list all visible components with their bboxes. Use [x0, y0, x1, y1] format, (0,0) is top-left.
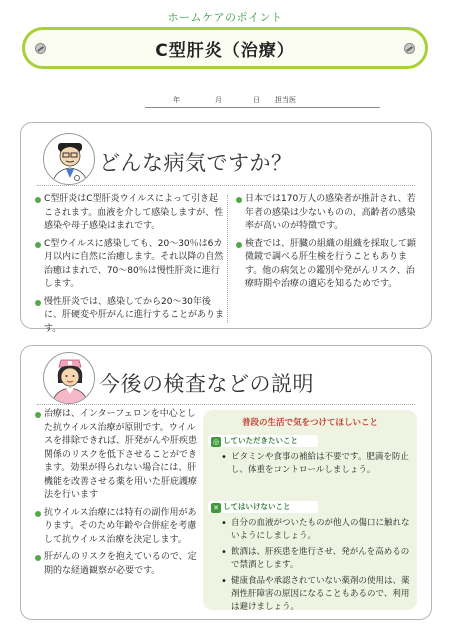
disease-list-right	[236, 193, 419, 296]
do-list	[221, 451, 411, 480]
list-item: 検査では、肝臓の組織の組織を採取して顕微鏡で調べる肝生検を行うこともあります。他の病気との鑑別や発がんリスク、治療時期や治療の適応を知るためです。	[236, 238, 419, 292]
list-item: C型ウイルスに感染しても、20〜30％は6カ月以内に自然に治癒します。それ以降の自然治癒はまれで、70〜80％は慢性肝炎に進行します。	[35, 238, 225, 292]
do-label: していただきたいこと	[223, 436, 298, 445]
month-label: 月	[215, 96, 222, 104]
divider	[37, 185, 415, 186]
list-item: • 飲酒は、肝疾患を進行させ、発がんを高めるので禁酒とします。	[221, 546, 411, 572]
screw-icon	[404, 43, 415, 54]
day-label: 日	[253, 96, 260, 104]
dont-label: してはいけないこと	[223, 502, 291, 511]
list-item: 日本では170万人の感染者が推計され、若年者の感染は少ないものの、高齢者の感染率が高いのが特徴です。	[236, 193, 419, 234]
year-label: 年	[173, 96, 180, 104]
do-header	[208, 435, 318, 447]
screw-icon	[35, 43, 46, 54]
doctor-icon	[43, 133, 95, 185]
kicker-label: ホームケアのポイント	[167, 11, 283, 24]
section-heading: どんな病気ですか？	[99, 151, 293, 175]
disease-list-left	[35, 193, 225, 340]
exam-list	[35, 408, 201, 582]
panel-title: 普段の生活で気をつけてほしいこと	[241, 418, 378, 428]
doctor-label: 担当医	[275, 96, 296, 104]
exam-info-card	[20, 345, 432, 620]
list-item: 抗ウイルス治療には特有の副作用があります。そのため年齢や合併症を考慮して抗ウイルス治療を決定します。	[35, 507, 201, 548]
daily-life-panel	[203, 410, 417, 610]
nurse-icon	[43, 352, 95, 404]
page-title: C型肝炎（治療）	[155, 40, 295, 61]
title-banner	[22, 27, 428, 69]
list-item: • 健康食品や承認されていない薬剤の使用は、薬剤性肝障害の原因になることもあるので、利用は避けましょう。	[221, 575, 411, 614]
section-heading: 今後の検査などの説明	[99, 372, 314, 396]
list-item: • 自分の血液がついたものが他人の傷口に触れないようにしましょう。	[221, 517, 411, 543]
dont-list	[221, 517, 411, 617]
list-item: • ビタミンや食事の補給は不要です。肥満を防止し、体重をコントロールしましょう。	[221, 451, 411, 477]
list-item: 慢性肝炎では、感染してから20〜30年後に、肝硬変や肝がんに進行することがあります。	[35, 296, 225, 337]
column-divider	[227, 195, 228, 323]
dont-header	[208, 501, 318, 513]
divider	[37, 404, 415, 405]
list-item: 治療は、インターフェロンを中心とした抗ウイルス治療が原則です。ウイルスを排除できれば、肝発がんや肝疾患関係のリスクを低下させることができます。効果が得られない場合には、肝機能を改善させる薬を用いた肝庇護療法を行います	[35, 408, 201, 503]
double-circle-icon: ◎	[212, 438, 220, 446]
date-doctor-line	[145, 92, 380, 108]
list-item: C型肝炎はC型肝炎ウイルスによって引き起こされます。血液を介して感染しますが、性感染や母子感染はまれです。	[35, 193, 225, 234]
cross-icon: ✕	[211, 503, 221, 513]
list-item: 肝がんのリスクを抱えているので、定期的な経過観察が必要です。	[35, 551, 201, 578]
disease-info-card	[20, 122, 432, 334]
